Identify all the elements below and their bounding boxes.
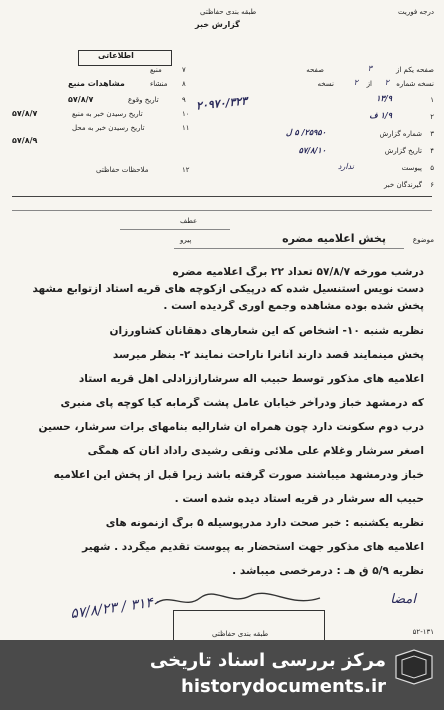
subject-underline <box>174 248 404 249</box>
classification-top: طبقه بندی حفاظتی <box>200 8 257 16</box>
priority-label: درجه فوریت <box>398 8 434 16</box>
atf-line <box>120 229 230 230</box>
page-total: ۳ <box>367 64 372 73</box>
field-2-num: ۲ <box>430 113 434 121</box>
field-6-label: گیرندگان خبر <box>383 181 422 189</box>
signature-scribble-icon <box>150 588 330 612</box>
field-9-value: ۵۷/۸/۷ <box>68 95 94 104</box>
field-3-num: ۳ <box>430 130 434 138</box>
body-line: پخش شده بوده مشاهده وجمع آوری گردیده است . <box>163 300 424 312</box>
field-10-num: ۱۰ <box>182 110 190 118</box>
body-line: پخش مینمایند قصد دارند آنانرا ناراحت نمایند ۲- بنظر میرسد <box>112 349 424 361</box>
watermark-url: historydocuments.ir <box>181 676 386 697</box>
field-4-num: ۴ <box>430 147 434 155</box>
copy-total: ۲ <box>353 78 358 87</box>
field-11-num: ۱۱ <box>182 124 190 132</box>
field-5-value: ندارد <box>337 162 354 171</box>
field-8-num: ۸ <box>182 80 186 88</box>
atf-label: عطف <box>180 217 198 225</box>
field-3-label: شماره گزارش <box>379 130 422 138</box>
field-7-label: منبع <box>150 66 162 74</box>
field-1-num: ۱ <box>430 96 434 104</box>
page-label: صفحه یکم از <box>395 66 434 74</box>
field-12-num: ۱۲ <box>182 166 190 174</box>
body-line: اعلامیه های مذکور توسط حبیب اله سرشاراززادلی اهل قریه استاد <box>78 373 424 385</box>
form-code: ۵۲-۱۳۱ <box>412 628 434 636</box>
field-6-num: ۶ <box>430 181 434 189</box>
field-7-num: ۷ <box>182 66 186 74</box>
body-line: نظریه یکشنبه : خبر صحت دارد مدرپوسیله ۵ برگ ازنمونه های <box>105 517 424 529</box>
classification-bottom: طبقه بندی حفاظتی <box>212 630 269 638</box>
signature: امضا <box>390 592 416 607</box>
field-1-value: ۱۳/۹ <box>376 93 392 103</box>
body-line: خباز ودرمشهد میباشند صورت گرفته باشد زیرا قبل از پخش این اعلامیه <box>53 469 424 481</box>
report-title: گزارش خبر <box>195 20 240 29</box>
body-line: اصغر سرشار وغلام علی ملائی وتقی رشیدی راداد آنان که همگی <box>87 445 424 457</box>
copy-label: نسخه شماره <box>396 80 434 88</box>
archive-logo-icon <box>392 648 436 686</box>
field-10-value: ۵۷/۸/۷ <box>12 109 38 118</box>
bottom-handwriting: ۳۱۴۰ / ۵۷/۸/۲۳ <box>69 593 162 623</box>
subject-value: پخش اعلامیه مضره <box>282 232 386 245</box>
copy-value: ۲ <box>384 78 389 87</box>
peyro-label: پیرو <box>180 236 192 244</box>
field-3-value: ۲۵۹۵۰/ ۵ ل <box>285 127 326 137</box>
body-line: اعلامیه های مذکور جهت استحضار به پیوست تقدیم میگردد . شهیر <box>82 541 424 553</box>
handwritten-number: ۲۰۹۷۰/۳۲۳ <box>195 94 248 113</box>
field-12-label: ملاحظات حفاظتی <box>96 166 149 174</box>
field-9-num: ۹ <box>182 96 186 104</box>
stamp-text: اطلاعاتی <box>98 51 134 60</box>
watermark-title: مرکز بررسی اسناد تاریخی <box>149 650 386 671</box>
field-4-value: ۵۷/۸/۱۰ <box>298 145 326 155</box>
header-divider-2 <box>12 210 432 211</box>
body-line: دست نویس استنسیل شده که درپیکی ازکوچه های قریه استاد ازتوابع مشهد <box>32 283 424 295</box>
body-line: درب دوم سکونت دارد چون همراه ان شارالیه بنامهای برات سرشار، حسین <box>38 421 424 433</box>
body-line: نظریه شنبه ۱۰- اشخاص که این شعارهای دهقانان کشاورزان <box>109 325 424 337</box>
field-11-value: ۵۷/۸/۹ <box>12 136 38 145</box>
field-8-value: مشاهدات منبع <box>68 79 125 88</box>
field-2-value: ۱/۹ ف <box>369 110 392 120</box>
page-word: صفحه <box>306 66 324 74</box>
field-10-label: تاریخ رسیدن خبر به منبع <box>72 110 143 118</box>
body-line: درشب مورخه ۵۷/۸/۷ تعداد ۲۲ برگ اعلامیه مضره <box>172 266 424 278</box>
field-11-label: تاریخ رسیدن خبر به محل <box>72 124 145 132</box>
field-5-num: ۵ <box>430 164 434 172</box>
field-9-label: تاریخ وقوع <box>128 96 159 104</box>
body-line: نظریه ۵/۹ ق هـ : درمرخصی میباشد . <box>232 565 424 577</box>
header-divider <box>12 196 432 197</box>
subject-label: موضوع <box>412 236 434 244</box>
field-4-label: تاریخ گزارش <box>384 147 422 155</box>
body-line: که درمشهد خباز ودرآخر خیابان عامل پشت گرمابه کیا کوچه پای منبری <box>60 397 424 409</box>
field-8-label: منشاء <box>150 80 168 88</box>
body-line: حبیب اله سرشار در قریه استاد دیده شده است . <box>174 493 424 505</box>
field-5-label: پیوست <box>401 164 422 172</box>
copy-of: از <box>366 80 372 88</box>
copy-word: نسخه <box>317 80 334 88</box>
